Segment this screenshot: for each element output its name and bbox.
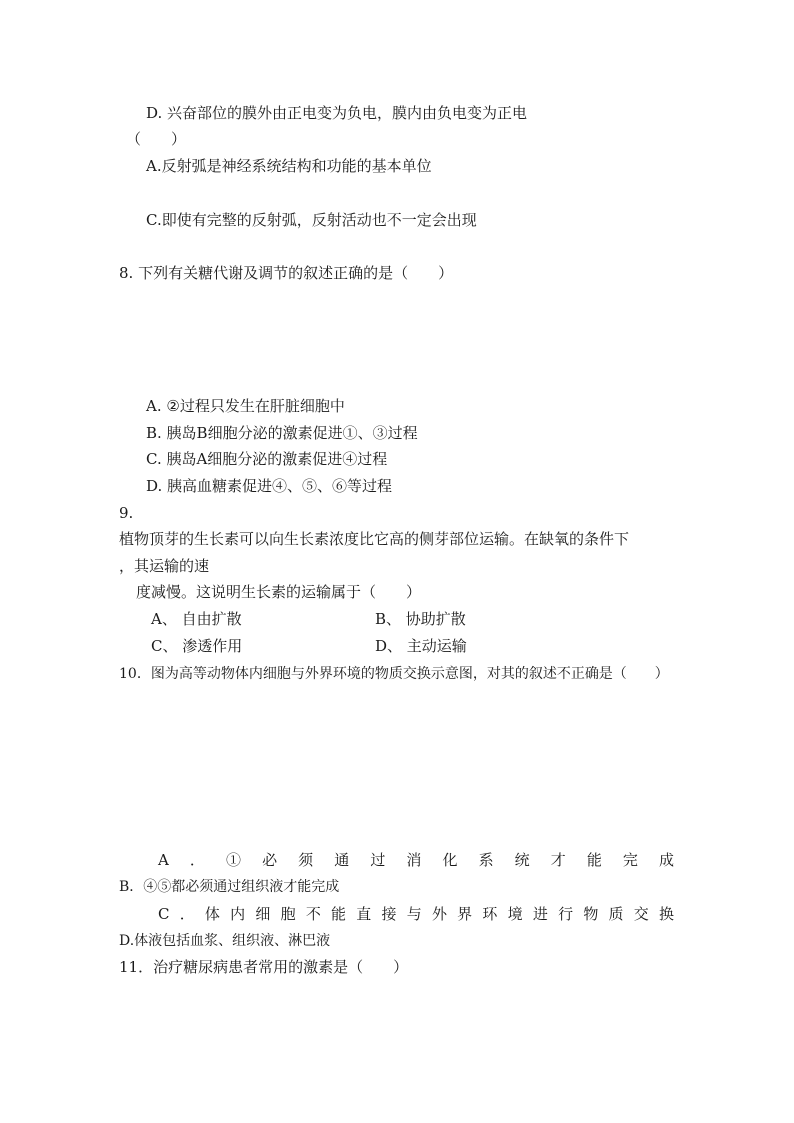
q10-option-a: A．①必须通过消化系统才能完成 [158,851,674,869]
q10-option-b: B．④⑤都必须通过组织液才能完成 [119,879,340,895]
q9-option-d: D、 主动运输 [375,637,467,655]
q8-option-c: C. 胰岛A细胞分泌的激素促进④过程 [146,450,388,468]
q9-option-b: B、 协助扩散 [375,610,466,628]
q9-stem-line-1: 植物顶芽的生长素可以向生长素浓度比它高的侧芽部位运输。在缺氧的条件下 [119,530,630,548]
q11-stem: 11．治疗糖尿病患者常用的激素是（ ） [119,958,409,976]
q9-stem-line-3: 度减慢。这说明生长素的运输属于（ ） [136,583,422,601]
q8-option-a: A. ②过程只发生在肝脏细胞中 [146,397,345,415]
q8-option-b: B. 胰岛B细胞分泌的激素促进①、③过程 [146,424,418,442]
q7-option-a: A.反射弧是神经系统结构和功能的基本单位 [146,157,432,175]
q10-stem: 10．图为高等动物体内细胞与外界环境的物质交换示意图，对其的叙述不正确是（ ） [119,666,669,682]
q9-option-a: A、 自由扩散 [151,610,242,628]
q7-option-d: D. 兴奋部位的膜外由正电变为负电，膜内由负电变为正电 [146,104,528,122]
q8-option-d: D. 胰高血糖素促进④、⑤、⑥等过程 [146,477,393,495]
q9-stem-line-2: ，其运输的速 [119,557,210,575]
q10-option-c: C．体内细胞不能直接与外界环境进行物质交换 [158,905,674,923]
q7-option-c: C.即使有完整的反射弧，反射活动也不一定会出现 [146,211,477,229]
q10-option-d: D.体液包括血浆、组织液、淋巴液 [119,933,331,949]
q7-answer-blank: （ ） [126,130,187,148]
q8-stem: 8. 下列有关糖代谢及调节的叙述正确的是（ ） [119,264,454,282]
q9-option-c: C、 渗透作用 [151,637,243,655]
q9-number: 9. [119,504,134,522]
